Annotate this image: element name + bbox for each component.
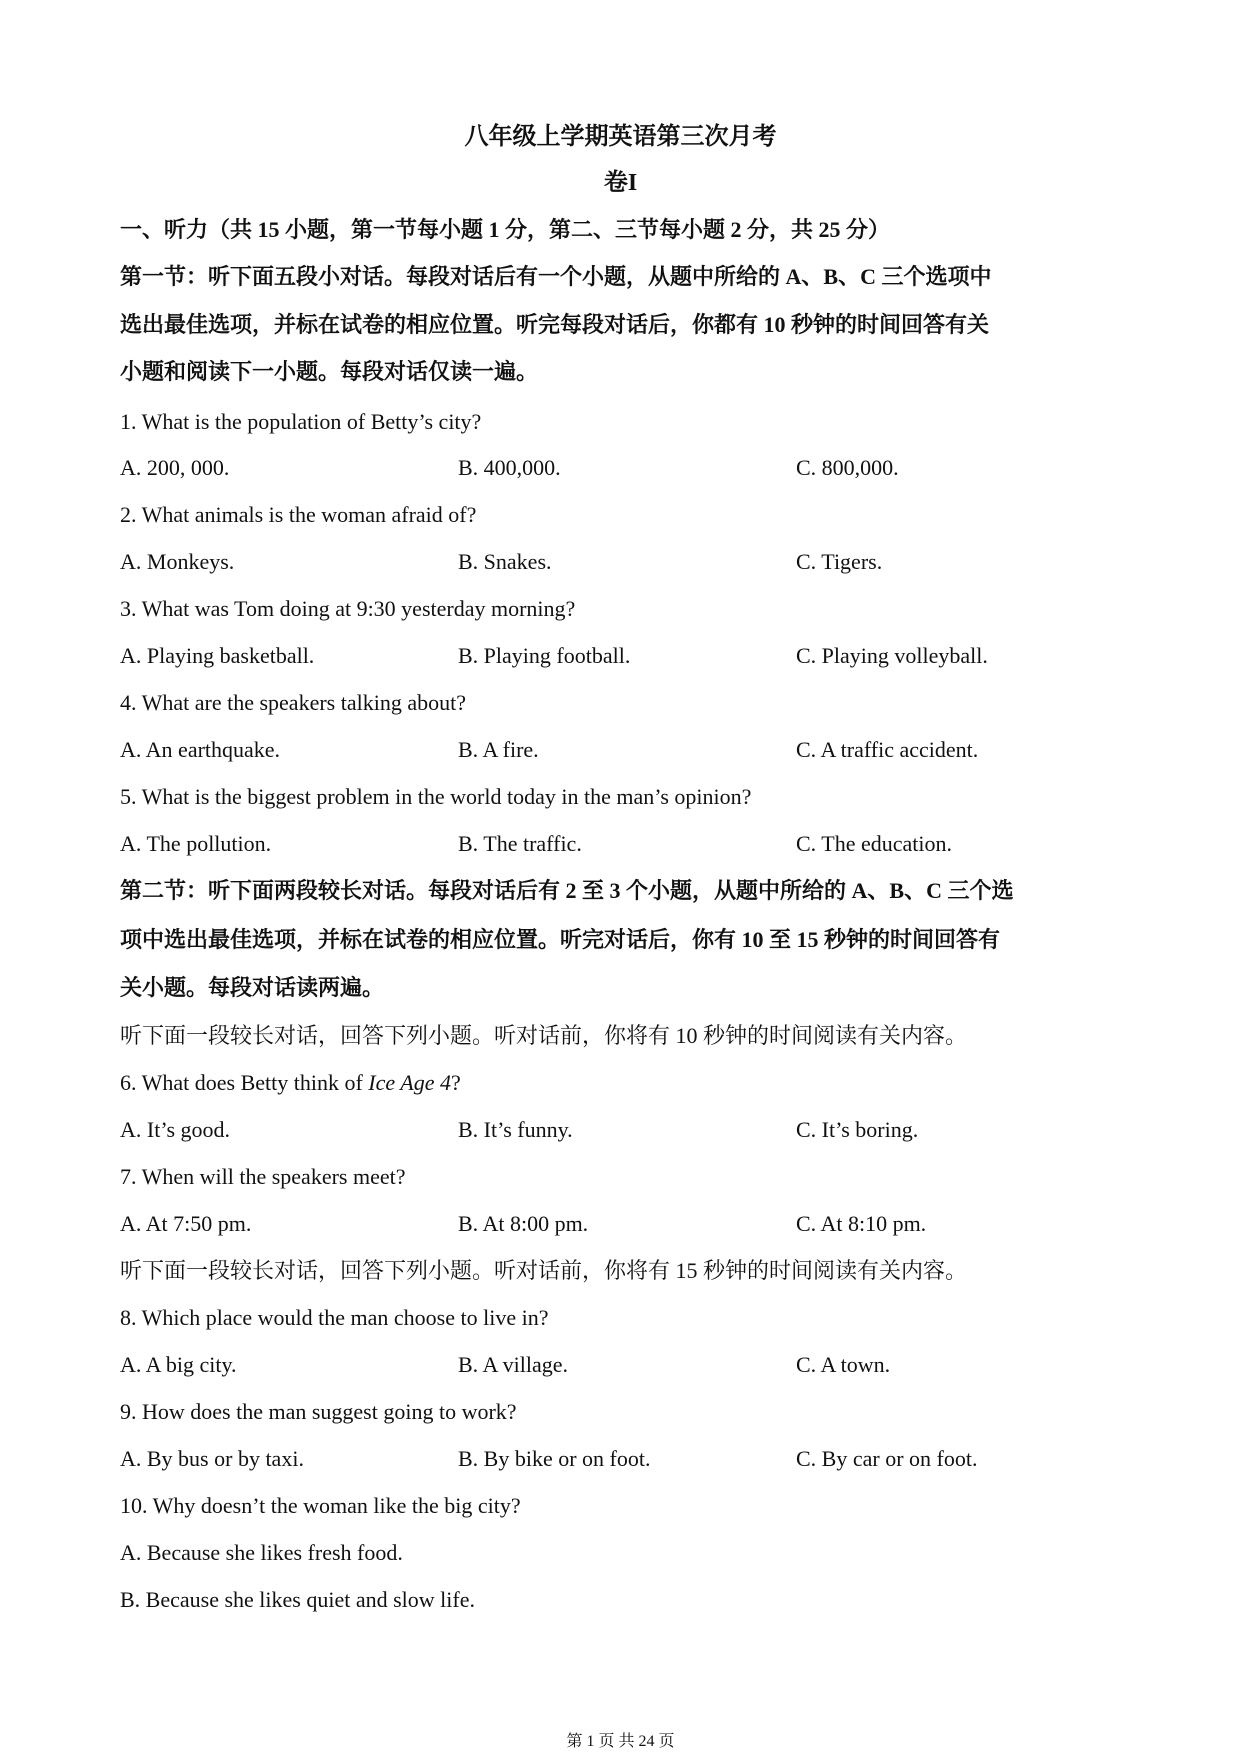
part2-instructions-line-2: 项中选出最佳选项，并标在试卷的相应位置。听完对话后，你有 10 至 15 秒钟的时间回答有 (120, 927, 1001, 952)
question-1-options (0, 453, 1241, 483)
question-10-option-a: A. Because she likes fresh food. (120, 1540, 403, 1565)
question-6 (120, 1068, 461, 1098)
volume-label: 卷I (603, 170, 638, 196)
option-a: A. An earthquake. (120, 737, 281, 762)
option-c: C. The education. (796, 831, 952, 856)
question-6-options (0, 1115, 1241, 1145)
dialog-1-intro: 听下面一段较长对话，回答下列小题。听对话前，你将有 10 秒钟的时间阅读有关内容。 (120, 1023, 968, 1048)
option-b: B. 400,000. (458, 455, 561, 480)
option-a: A. Monkeys. (120, 549, 235, 574)
option-c: C. 800,000. (796, 455, 899, 480)
question-7: 7. When will the speakers meet? (120, 1164, 406, 1189)
option-a: A. The pollution. (120, 831, 272, 856)
option-c: C. Tigers. (796, 549, 883, 574)
part2-instructions-line-1: 第二节：听下面两段较长对话。每段对话后有 2 至 3 个小题，从题中所给的 A、B、C 三个选 (120, 878, 1014, 903)
question-4-options (0, 735, 1241, 765)
part2-instructions-line-3: 关小题。每段对话读两遍。 (120, 975, 385, 1000)
question-9: 9. How does the man suggest going to work? (120, 1399, 517, 1424)
question-1: 1. What is the population of Betty’s city? (120, 409, 482, 434)
question-5-options (0, 829, 1241, 859)
option-a: A. At 7:50 pm. (120, 1211, 252, 1236)
dialog-2-intro: 听下面一段较长对话，回答下列小题。听对话前，你将有 15 秒钟的时间阅读有关内容。 (120, 1258, 968, 1283)
option-c: C. A traffic accident. (796, 737, 979, 762)
option-c: C. A town. (796, 1352, 891, 1377)
option-a: A. A big city. (120, 1352, 237, 1377)
question-8-options (0, 1350, 1241, 1380)
question-3: 3. What was Tom doing at 9:30 yesterday morning? (120, 596, 576, 621)
option-a: A. Playing basketball. (120, 643, 315, 668)
option-c: C. By car or on foot. (796, 1446, 978, 1471)
question-9-options (0, 1444, 1241, 1474)
option-c: C. Playing volleyball. (796, 643, 988, 668)
question-6-text: 6. What does Betty think of (120, 1070, 369, 1095)
question-7-options (0, 1209, 1241, 1239)
option-b: B. By bike or on foot. (458, 1446, 651, 1471)
section-heading: 一、听力（共 15 小题，第一节每小题 1 分，第二、三节每小题 2 分，共 25 分） (120, 217, 891, 242)
option-b: B. Playing football. (458, 643, 631, 668)
question-4: 4. What are the speakers talking about? (120, 690, 466, 715)
option-b: B. A village. (458, 1352, 568, 1377)
option-b: B. It’s funny. (458, 1117, 573, 1142)
option-b: B. The traffic. (458, 831, 582, 856)
option-a: A. By bus or by taxi. (120, 1446, 304, 1471)
question-10-option-b: B. Because she likes quiet and slow life. (120, 1587, 475, 1612)
page-footer: 第 1 页 共 24 页 (566, 1733, 675, 1750)
question-6-end: ? (450, 1070, 461, 1095)
question-2: 2. What animals is the woman afraid of? (120, 502, 477, 527)
question-10: 10. Why doesn’t the woman like the big city? (120, 1493, 521, 1518)
question-5: 5. What is the biggest problem in the world today in the man’s opinion? (120, 784, 752, 809)
question-3-options (0, 641, 1241, 671)
question-2-options (0, 547, 1241, 577)
part1-instructions-line-3: 小题和阅读下一小题。每段对话仅读一遍。 (120, 359, 539, 384)
part1-instructions-line-1: 第一节：听下面五段小对话。每段对话后有一个小题，从题中所给的 A、B、C 三个选项中 (120, 264, 992, 289)
option-a: A. It’s good. (120, 1117, 230, 1142)
option-c: C. It’s boring. (796, 1117, 919, 1142)
option-b: B. At 8:00 pm. (458, 1211, 589, 1236)
option-b: B. Snakes. (458, 549, 552, 574)
page-title: 八年级上学期英语第三次月考 (464, 124, 777, 150)
part1-instructions-line-2: 选出最佳选项，并标在试卷的相应位置。听完每段对话后，你都有 10 秒钟的时间回答有关 (120, 312, 990, 337)
question-6-film-title: Ice Age 4 (368, 1070, 451, 1095)
question-8: 8. Which place would the man choose to live in? (120, 1305, 549, 1330)
option-b: B. A fire. (458, 737, 539, 762)
option-c: C. At 8:10 pm. (796, 1211, 927, 1236)
option-a: A. 200, 000. (120, 455, 230, 480)
